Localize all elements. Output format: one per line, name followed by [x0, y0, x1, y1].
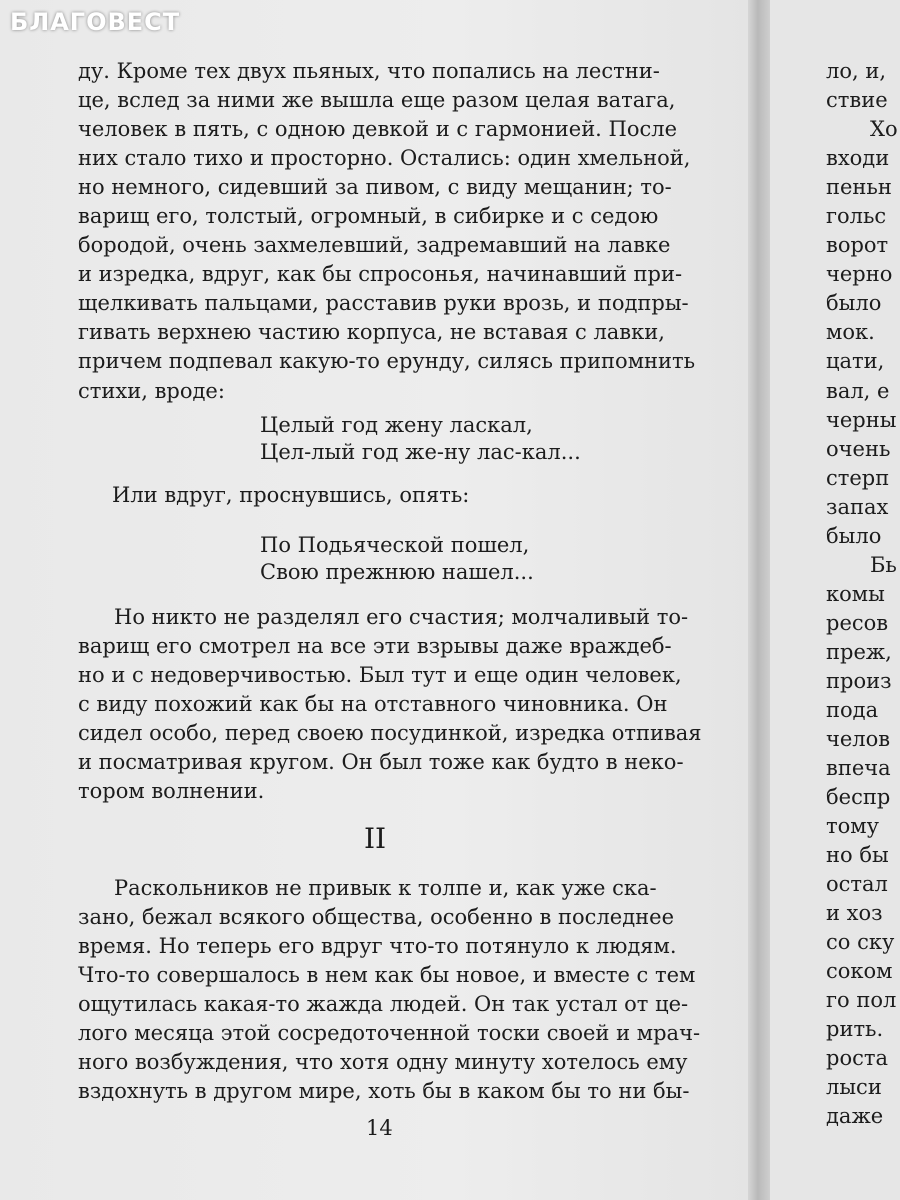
text-line: человек в пять, с одною девкой и с гармонией. После: [78, 117, 678, 141]
text-line: остал: [826, 872, 888, 896]
text-line: черно: [826, 262, 893, 286]
text-line: но немного, сидевший за пивом, с виду мещанин; то-: [78, 175, 672, 199]
page-number: 14: [366, 1116, 393, 1140]
text-line: и изредка, вдруг, как бы спросонья, начинавший при-: [78, 262, 683, 286]
text-line: челов: [826, 727, 891, 751]
text-line: зано, бежал всякого общества, особенно в последнее: [78, 905, 674, 929]
text-line: бородой, очень захмелевший, задремавший на лавке: [78, 233, 671, 257]
text-line: них стало тихо и просторно. Остались: один хмельной,: [78, 146, 691, 170]
text-line: ворот: [826, 233, 889, 257]
text-line: пеньн: [826, 175, 892, 199]
text-line: ного возбуждения, что хотя одну минуту хотелось ему: [78, 1050, 688, 1074]
right-page: [770, 0, 900, 1200]
text-line: лыси: [826, 1075, 882, 1099]
text-line: причем подпевал какую-то ерунду, силясь припомнить: [78, 349, 696, 373]
text-line: варищ его смотрел на все эти взрывы даже враждеб-: [78, 634, 672, 658]
text-line: комы: [826, 582, 885, 606]
text-line: но бы: [826, 843, 889, 867]
book-gutter: [748, 0, 770, 1200]
verse-line: Свою прежнюю нашел...: [260, 560, 534, 584]
text-line: вал, е: [826, 379, 890, 403]
text-line: гивать верхнею частию корпуса, не вставая с лавки,: [78, 320, 665, 344]
text-line: гольс: [826, 204, 887, 228]
text-line: и посматривая кругом. Он был тоже как будто в неко-: [78, 750, 684, 774]
text-line: беспр: [826, 785, 891, 809]
text-line: Хо: [870, 117, 898, 141]
chapter-heading: II: [364, 822, 387, 855]
text-line: было: [826, 524, 882, 548]
watermark-logo: БЛАГОВЕСТ: [10, 8, 181, 36]
text-line: вздохнуть в другом мире, хоть бы в каком бы то ни бы-: [78, 1079, 690, 1103]
text-line: цати,: [826, 349, 885, 373]
text-line: щелкивать пальцами, расставив руки врозь, и подпры-: [78, 291, 689, 315]
text-line: ствие: [826, 88, 888, 112]
text-line: даже: [826, 1104, 884, 1128]
text-line: запах: [826, 495, 889, 519]
text-line: рить.: [826, 1017, 884, 1041]
text-line: было: [826, 291, 882, 315]
text-line: ду. Кроме тех двух пьяных, что попались на лестни-: [78, 59, 660, 83]
text-line: Что-то совершалось в нем как бы новое, и вместе с тем: [78, 963, 696, 987]
text-line: ощутилась какая-то жажда людей. Он так устал от це-: [78, 992, 689, 1016]
verse-line: Целый год жену ласкал,: [260, 413, 533, 437]
text-line: но и с недоверчивостью. Был тут и еще один человек,: [78, 663, 682, 687]
text-line: стихи, вроде:: [78, 379, 225, 403]
text-line: произ: [826, 669, 892, 693]
text-line: Или вдруг, проснувшись, опять:: [112, 483, 470, 507]
text-line: соком: [826, 959, 893, 983]
text-line: тому: [826, 814, 879, 838]
text-line: со ску: [826, 930, 895, 954]
text-line: входи: [826, 146, 890, 170]
text-line: впеча: [826, 756, 891, 780]
text-line: роста: [826, 1046, 888, 1070]
text-line: тором волнении.: [78, 779, 265, 803]
verse-line: По Подьяческой пошел,: [260, 533, 530, 557]
text-line: го пол: [826, 988, 897, 1012]
text-line: пода: [826, 698, 879, 722]
text-line: лого месяца этой сосредоточенной тоски своей и мрач-: [78, 1021, 701, 1045]
text-line: стерп: [826, 466, 890, 490]
text-line: черны: [826, 408, 897, 432]
text-line: це, вслед за ними же вышла еще разом целая ватага,: [78, 88, 676, 112]
text-line: преж,: [826, 640, 892, 664]
verse-line: Цел-лый год же-ну лас-кал...: [260, 440, 581, 464]
text-line: ресов: [826, 611, 889, 635]
text-line: сидел особо, перед своею посудинкой, изредка отпивая: [78, 721, 702, 745]
text-line: время. Но теперь его вдруг что-то потянуло к людям.: [78, 934, 677, 958]
text-line: ло, и,: [826, 59, 887, 83]
text-line: Но никто не разделял его счастия; молчаливый то-: [114, 605, 689, 629]
text-line: Бь: [870, 553, 897, 577]
text-line: с виду похожий как бы на отставного чиновника. Он: [78, 692, 668, 716]
text-line: варищ его, толстый, огромный, в сибирке и с седою: [78, 204, 659, 228]
text-line: Раскольников не привык к толпе и, как уже ска-: [114, 876, 657, 900]
text-line: мок.: [826, 320, 875, 344]
text-line: очень: [826, 437, 891, 461]
text-line: и хоз: [826, 901, 883, 925]
